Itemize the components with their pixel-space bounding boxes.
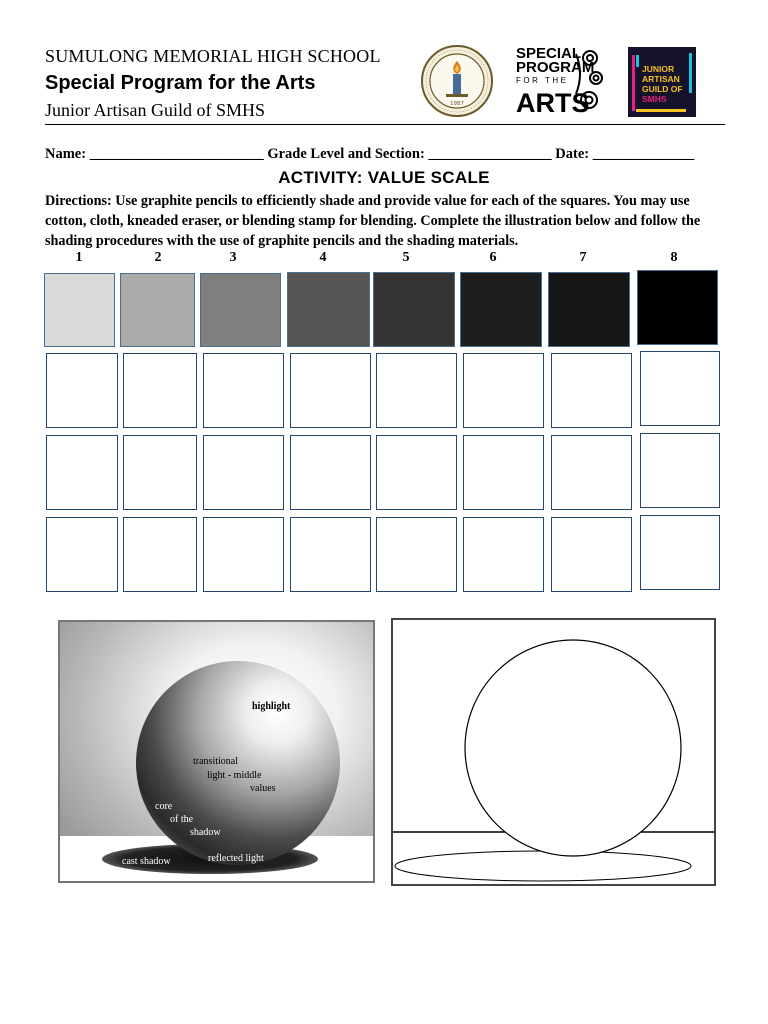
junior-artisan-guild-logo bbox=[628, 47, 696, 117]
blank-square bbox=[376, 517, 457, 592]
value-square-6 bbox=[460, 272, 542, 347]
jag-logo-line3: GUILD OF bbox=[642, 84, 683, 94]
blank-square bbox=[46, 353, 118, 428]
spa-logo-line4: ARTS bbox=[516, 88, 590, 116]
shaded-sphere-reference bbox=[58, 620, 375, 883]
column-number: 3 bbox=[229, 250, 237, 265]
school-name: SUMULONG MEMORIAL HIGH SCHOOL bbox=[45, 46, 381, 66]
blank-square bbox=[463, 435, 544, 510]
blank-square bbox=[376, 353, 457, 428]
jag-logo-line2: ARTISAN bbox=[642, 74, 680, 84]
blank-square bbox=[123, 353, 197, 428]
spa-logo-line3: FOR THE bbox=[516, 76, 569, 85]
spa-logo-line2: PROGRAM bbox=[516, 59, 595, 76]
guild-name: Junior Artisan Guild of SMHS bbox=[45, 100, 266, 120]
special-program-arts-logo bbox=[514, 44, 606, 116]
value-square-5 bbox=[373, 272, 455, 347]
blank-square bbox=[46, 517, 118, 592]
spa-logo-line1: SPECIAL bbox=[516, 45, 582, 62]
blank-square bbox=[290, 517, 371, 592]
directions-text: Directions: Use graphite pencils to efficiently shade and provide value for each of the squares. You may use cotton, cloth, kneaded eraser, or blending stamp for blending. Complete the illustration below and follow the shading procedures with the use of graphite pencils and the shading materials. bbox=[45, 193, 701, 249]
blank-square bbox=[463, 517, 544, 592]
blank-square bbox=[123, 517, 197, 592]
label-transitional-2: light - middle bbox=[207, 770, 262, 781]
blank-square bbox=[640, 433, 720, 508]
program-title: Special Program for the Arts bbox=[45, 72, 316, 94]
value-square-8 bbox=[637, 270, 718, 345]
blank-square bbox=[290, 353, 371, 428]
blank-square bbox=[203, 353, 284, 428]
blank-square bbox=[551, 435, 632, 510]
label-reflected-light: reflected light bbox=[208, 853, 264, 864]
column-number: 6 bbox=[489, 250, 497, 265]
column-number: 4 bbox=[319, 250, 327, 265]
label-core-2: of the bbox=[170, 814, 194, 825]
column-number: 5 bbox=[402, 250, 410, 265]
blank-square bbox=[123, 435, 197, 510]
blank-square bbox=[46, 435, 118, 510]
blank-square bbox=[463, 353, 544, 428]
shaded-sphere-illustration bbox=[60, 622, 373, 881]
blank-square bbox=[203, 517, 284, 592]
blank-square bbox=[290, 435, 371, 510]
activity-title: ACTIVITY: VALUE SCALE bbox=[278, 168, 490, 187]
student-info-line: Name: ________________________ Grade Level and Section: _________________ Date: ______________ bbox=[45, 146, 695, 162]
column-number: 2 bbox=[154, 250, 162, 265]
label-cast-shadow: cast shadow bbox=[122, 856, 171, 867]
blank-square bbox=[376, 435, 457, 510]
header-divider bbox=[45, 124, 725, 125]
value-square-7 bbox=[548, 272, 630, 347]
value-square-3 bbox=[200, 273, 281, 347]
value-square-1 bbox=[44, 273, 115, 347]
blank-square bbox=[551, 517, 632, 592]
jag-logo-line1: JUNIOR bbox=[642, 64, 675, 74]
column-number: 1 bbox=[75, 250, 83, 265]
jag-logo-line4: SMHS bbox=[642, 94, 667, 104]
sphere-outline-to-shade bbox=[391, 618, 716, 886]
blank-square bbox=[640, 351, 720, 426]
label-transitional-3: values bbox=[250, 783, 276, 794]
label-core-1: core bbox=[155, 801, 173, 812]
column-number: 7 bbox=[579, 250, 587, 265]
column-number: 8 bbox=[670, 250, 678, 265]
label-highlight: highlight bbox=[252, 701, 291, 712]
value-square-4 bbox=[287, 272, 370, 347]
blank-square bbox=[551, 353, 632, 428]
label-transitional-1: transitional bbox=[193, 756, 238, 767]
school-seal-logo bbox=[420, 44, 494, 118]
sphere-outline-drawing bbox=[393, 620, 714, 884]
blank-square bbox=[640, 515, 720, 590]
blank-square bbox=[203, 435, 284, 510]
label-core-3: shadow bbox=[190, 827, 221, 838]
seal-year: 1987 bbox=[450, 101, 464, 107]
value-square-2 bbox=[120, 273, 195, 347]
